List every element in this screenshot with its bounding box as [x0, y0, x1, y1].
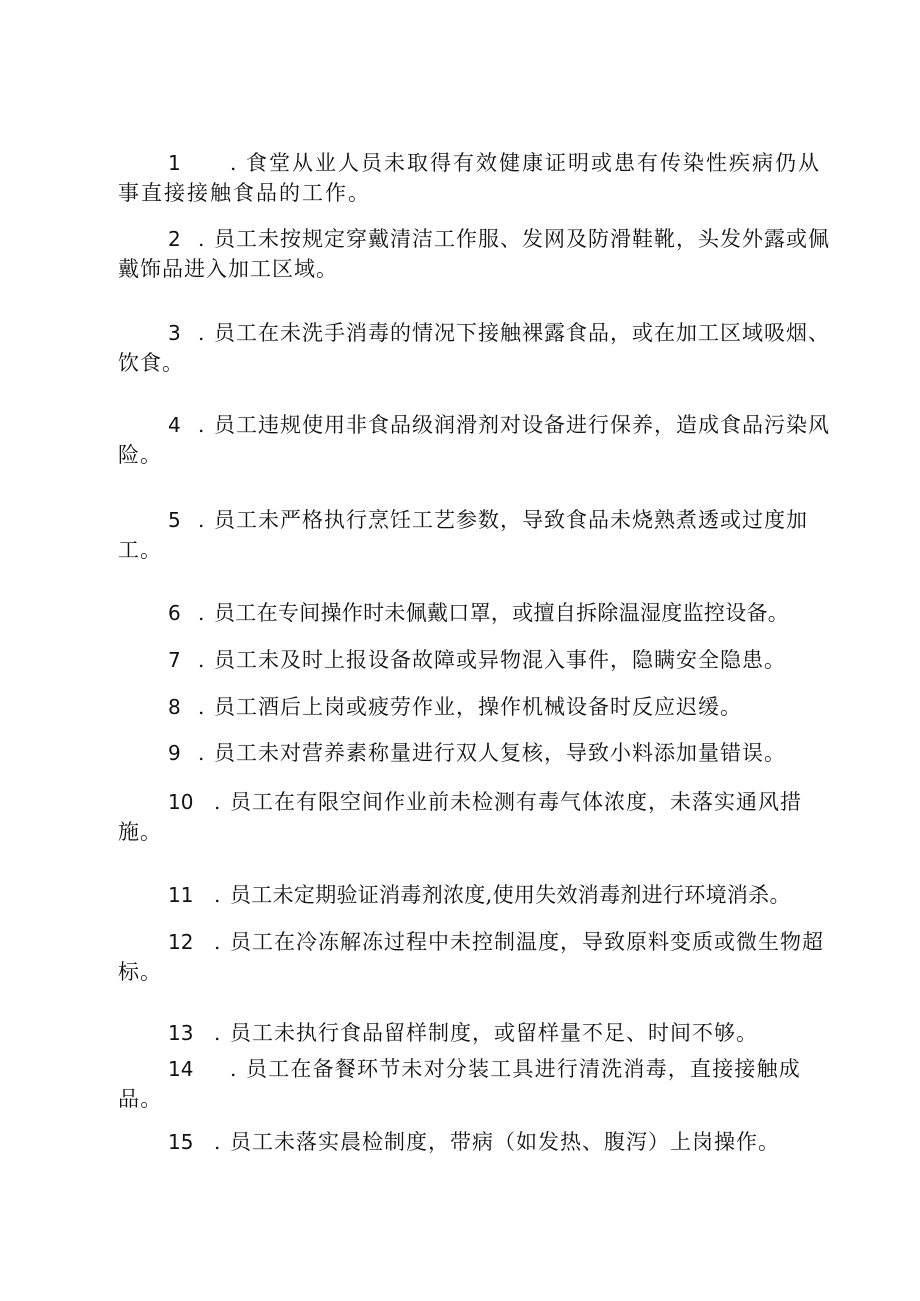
item-number: 15 — [168, 1130, 194, 1154]
list-item-4 — [118, 410, 830, 470]
item-number: 4 — [168, 413, 181, 437]
item-text: 员工在专间操作时未佩戴口罩，或擅自拆除温湿度监控设备。 — [214, 601, 790, 625]
list-item-13 — [118, 1018, 830, 1048]
item-number: 14 — [168, 1057, 194, 1081]
item-dot: . — [198, 741, 206, 765]
list-item-15 — [118, 1127, 830, 1157]
item-number: 1 — [168, 151, 181, 175]
item-dot: . — [214, 930, 222, 954]
list-item-10 — [118, 787, 830, 847]
item-dot: . — [198, 508, 206, 532]
item-number: 10 — [168, 790, 194, 814]
item-dot: . — [198, 601, 205, 625]
item-dot: . — [214, 1130, 222, 1154]
item-text: 员工未按规定穿戴清洁工作服、发网及防滑鞋靴，头发外露或佩戴饰品进入加工区域。 — [118, 227, 830, 281]
list-item-6 — [118, 598, 830, 628]
item-text: 员工未落实晨检制度，带病（如发热、腹泻）上岗操作。 — [230, 1130, 780, 1154]
item-number: 11 — [168, 883, 194, 907]
item-text: 员工在未洗手消毒的情况下接触裸露食品，或在加工区域吸烟、饮食。 — [118, 321, 830, 375]
item-dot: . — [230, 1057, 238, 1081]
item-number: 9 — [168, 741, 181, 765]
item-text: 员工未及时上报设备故障或异物混入事件，隐瞒安全隐患。 — [214, 648, 786, 672]
list-item-8 — [118, 692, 830, 722]
item-text: 员工未定期验证消毒剂浓度,使用失效消毒剂进行环境消杀。 — [230, 883, 791, 907]
list-item-9 — [118, 738, 830, 768]
list-item-2 — [118, 224, 830, 284]
item-text: 员工违规使用非食品级润滑剂对设备进行保养，造成食品污染风险。 — [118, 413, 830, 467]
item-text: 员工未严格执行烹饪工艺参数，导致食品未烧熟煮透或过度加工。 — [118, 508, 808, 562]
item-dot: . — [230, 151, 239, 175]
item-number: 12 — [168, 930, 194, 954]
item-dot: . — [198, 695, 206, 719]
item-dot: . — [198, 413, 206, 437]
list-item-1 — [118, 148, 830, 208]
item-dot: . — [214, 883, 221, 907]
list-item-7 — [118, 645, 830, 675]
item-text: 员工酒后上岗或疲劳作业，操作机械设备时反应迟缓。 — [214, 695, 742, 719]
item-number: 5 — [168, 508, 181, 532]
list-item-5 — [118, 505, 830, 565]
list-item-14 — [118, 1054, 830, 1114]
item-text: 员工在备餐环节未对分装工具进行清洗消毒，直接接触成品。 — [118, 1057, 801, 1111]
item-number: 3 — [168, 321, 181, 345]
item-dot: . — [214, 790, 222, 814]
list-item-12 — [118, 927, 830, 987]
item-number: 6 — [168, 601, 181, 625]
item-number: 2 — [168, 227, 181, 251]
item-dot: . — [214, 1021, 222, 1045]
item-number: 7 — [168, 648, 181, 672]
item-number: 8 — [168, 695, 181, 719]
item-dot: . — [198, 227, 206, 251]
item-number: 13 — [168, 1021, 194, 1045]
item-text: 员工未对营养素称量进行双人复核，导致小料添加量错误。 — [214, 741, 786, 765]
list-item-3 — [118, 318, 830, 378]
item-text: 员工在冷冻解冻过程中未控制温度，导致原料变质或微生物超标。 — [118, 930, 824, 984]
item-dot: . — [198, 648, 206, 672]
item-text: 食堂从业人员未取得有效健康证明或患有传染性疾病仍从事直接接触食品的工作。 — [118, 151, 821, 205]
item-dot: . — [198, 321, 206, 345]
item-text: 员工未执行食品留样制度，或留样量不足、时间不够。 — [230, 1021, 758, 1045]
item-text: 员工在有限空间作业前未检测有毒气体浓度，未落实通风措施。 — [118, 790, 802, 844]
list-item-11 — [118, 880, 830, 910]
